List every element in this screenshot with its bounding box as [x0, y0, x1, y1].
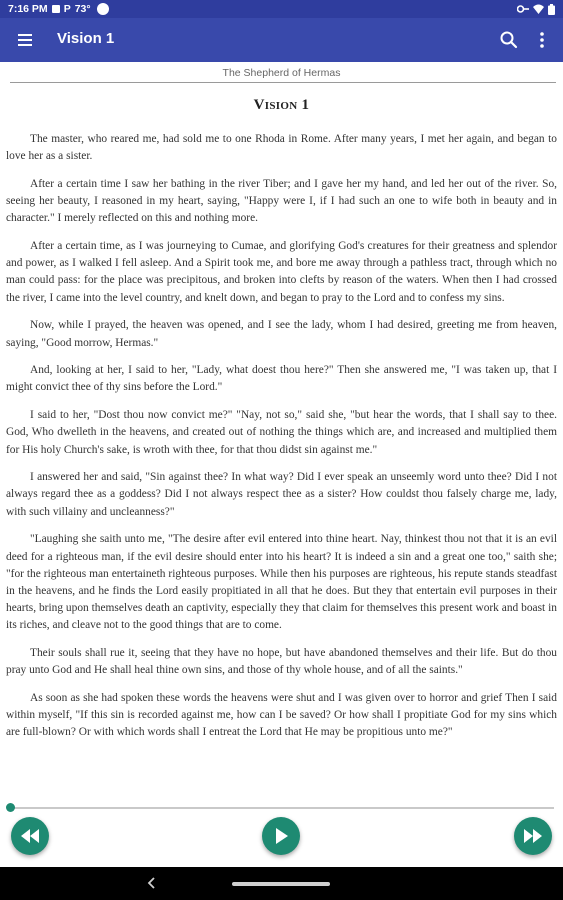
paragraph: Now, while I prayed, the heaven was opened, and I see the lady, whom I had desired, greeting me from heaven, saying, "Good morrow, Hermas.": [6, 319, 557, 349]
back-chevron-icon[interactable]: [144, 875, 160, 891]
status-temperature: 73°: [74, 3, 91, 15]
menu-icon[interactable]: [14, 28, 38, 52]
paragraph: I said to her, "Dost thou now convict me?" "Nay, not so," said she, "but hear the words, that I shall say to thee. God, Who dwelleth in the heavens, and created out of nothing the things which are, and increased and multiplied them for His holy Church's sake, is wroth with thee, for that thou didst sin against me.": [6, 409, 557, 456]
play-button[interactable]: [262, 817, 300, 855]
status-bar: [0, 0, 563, 18]
status-bar-left: [8, 2, 109, 16]
chapter-title: Vision 1: [253, 97, 310, 113]
battery-icon: [548, 4, 555, 15]
paragraph: And, looking at her, I said to her, "Lady, what doest thou here?" Then she answered me, "I was taken up, that I might convict thee of thy sins before the Lord.": [6, 364, 557, 394]
carrier-icon: P: [63, 3, 71, 15]
circle-dot-icon: [97, 3, 109, 15]
status-time: 7:16 PM: [8, 3, 48, 15]
reading-progress-track[interactable]: [10, 807, 554, 809]
book-title: The Shepherd of Hermas: [222, 67, 341, 79]
paragraph: Their souls shall rue it, seeing that they have no hope, but have abandoned themselves and their life. But do thou pray unto God and He shall heal thine own sins, and those of thy whole house, and of all the saints.": [6, 647, 557, 677]
app-bar: [0, 18, 563, 62]
rewind-button[interactable]: [11, 817, 49, 855]
paragraph: As soon as she had spoken these words the heavens were shut and I was given over to horror and grief Then I said within myself, "If this sin is recorded against me, how can I be saved? Or how shall I propitiate God for my sins which are full-blown? Or with which words shall I entreat the Lord that He may be propitious unto me?": [6, 691, 557, 739]
key-icon: [517, 4, 529, 14]
paragraph: I answered her and said, "Sin against thee? In what way? Did I ever speak an unseemly word unto thee? Did I not always regard thee as a goddess? Did I not always respect thee as a sister? How couldst thou falsely charge me, lady, with such villainy and uncleanness?": [6, 471, 557, 518]
paragraph: "Laughing she saith unto me, "The desire after evil entered into thine heart. Nay, thinkest thou not that it is an evil deed for a righteous man, if the evil desire should enter into his heart? It is indeed a sin and a great one too," saith she; "for the righteous man entertaineth righteous purposes. While then his purposes are righteous, his repute stands steadfast in the heavens, and he finds the Lord easily propitiated in all that he does. But they that entertain evil purposes in their hearts, bring upon themselves death an captivity, especially they that claim for themselves this present work and boast in its riches, and cleave not to the good things that are to come.: [6, 533, 557, 632]
paragraph: After a certain time I saw her bathing in the river Tiber; and I gave her my hand, and led her out of the river. So, seeing her beauty, I reasoned in my heart, saying, "Happy were I, if I had such an one to wife both in beauty and in character." I merely reflected on this and nothing more.: [6, 177, 557, 225]
reading-progress-thumb[interactable]: [6, 803, 15, 812]
home-pill-icon[interactable]: [232, 882, 330, 886]
paragraph: The master, who reared me, had sold me to one Rhoda in Rome. After many years, I met her again, and began to love her as a sister.: [6, 133, 557, 163]
more-vert-icon[interactable]: [531, 29, 553, 51]
page-title: Vision 1: [57, 30, 115, 47]
rewind-icon: [21, 829, 39, 843]
fast-forward-button[interactable]: [514, 817, 552, 855]
play-icon: [274, 828, 288, 844]
notification-square-icon: [52, 5, 60, 13]
status-bar-right: [517, 2, 555, 16]
paragraph: After a certain time, as I was journeying to Cumae, and glorifying God's creatures for their greatness and splendor and power, as I walked I fell asleep. And a Spirit took me, and bore me away through a pathless tract, through which no man could pass: for the place was precipitous, and broken into clefts by reason of the waters. When then I had crossed the river, I came into the level country, and knelt down, and began to pray to the Lord and to confess my sins.: [6, 240, 557, 304]
header-divider: [10, 82, 556, 83]
reader-content[interactable]: [6, 131, 557, 871]
fast-forward-icon: [524, 829, 542, 843]
wifi-icon: [533, 4, 544, 14]
search-icon[interactable]: [498, 29, 520, 51]
system-nav-bar: [0, 867, 563, 900]
